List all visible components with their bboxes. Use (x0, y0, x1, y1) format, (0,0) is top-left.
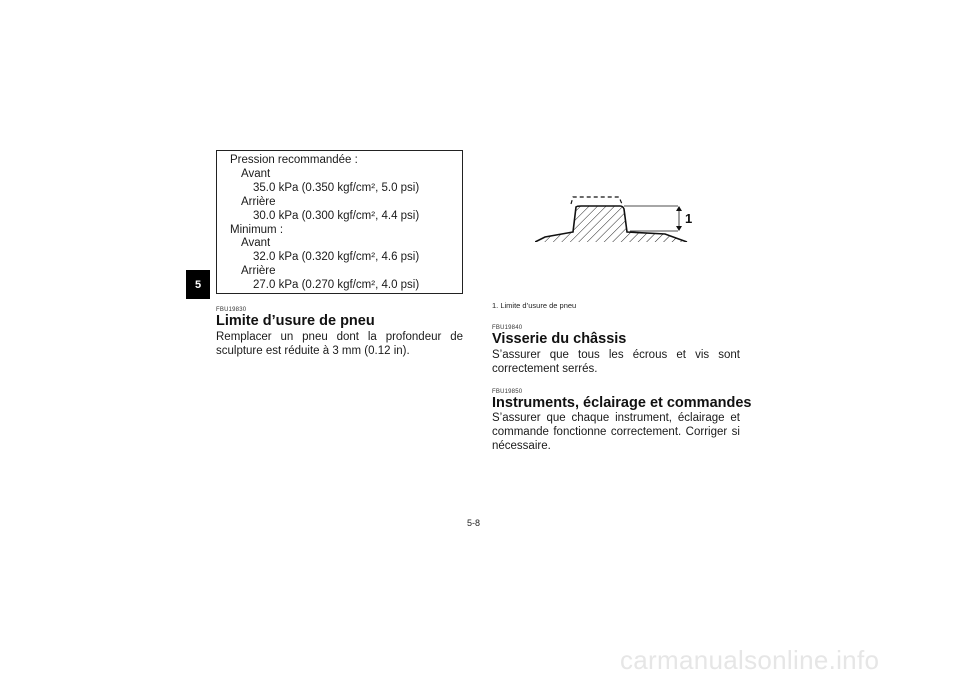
page-number: 5-8 (467, 518, 481, 528)
paragraph-instruments: S’assurer que chaque instrument, éclairage et commande fonctionne correctement. Corriger si nécessaire. (492, 412, 740, 452)
callout-number: 1 (685, 211, 693, 226)
original-tread-outline (571, 197, 622, 204)
pressure-specs-box (216, 150, 463, 294)
arrow-up-icon (676, 206, 682, 211)
pressure-line: Avant (241, 237, 271, 250)
pressure-line: Arrière (241, 195, 276, 208)
diagram-caption: 1. Limite d’usure de pneu (492, 301, 577, 310)
heading-chassis-fasteners: Visserie du châssis (492, 331, 627, 347)
pressure-line: Minimum : (230, 223, 284, 236)
arrow-down-icon (676, 226, 682, 231)
pressure-line: Pression recommandée : (230, 154, 358, 166)
watermark-text: carmanualsonline.info (620, 645, 880, 675)
heading-tread-wear: Limite d’usure de pneu (216, 313, 375, 329)
paragraph-tread-wear: Remplacer un pneu dont la profondeur de sculpture est réduite à 3 mm (0.12 in). (216, 331, 463, 357)
pressure-line: Arrière (241, 265, 276, 278)
tire-tread-diagram (535, 192, 695, 254)
section-code-chassis: FBU19840 (492, 325, 523, 331)
pressure-line: Avant (241, 167, 271, 180)
pressure-line: 35.0 kPa (0.350 kgf/cm², 5.0 psi) (253, 181, 420, 194)
heading-instruments: Instruments, éclairage et commandes (492, 395, 752, 411)
section-code-instruments: FBU19850 (492, 389, 523, 395)
paragraph-chassis-fasteners: S’assurer que tous les écrous et vis sont correctement serrés. (492, 349, 740, 375)
section-tab: 5 (186, 270, 210, 299)
section-code-tread: FBU19830 (216, 307, 247, 313)
pressure-line: 27.0 kPa (0.270 kgf/cm², 4.0 psi) (253, 279, 420, 292)
pressure-line: 30.0 kPa (0.300 kgf/cm², 4.4 psi) (253, 209, 420, 222)
pressure-line: 32.0 kPa (0.320 kgf/cm², 4.6 psi) (253, 251, 420, 264)
diagram-mask (535, 242, 695, 254)
